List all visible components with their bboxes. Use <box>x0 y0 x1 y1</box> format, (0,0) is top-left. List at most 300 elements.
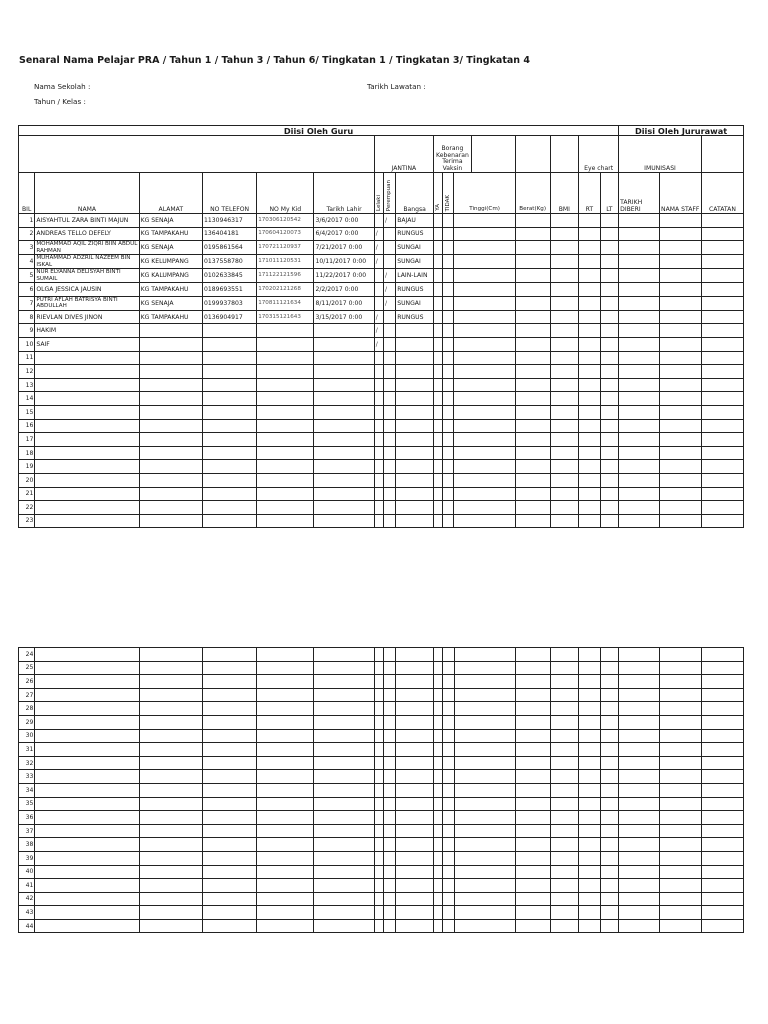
empty-cell <box>203 906 257 920</box>
ya-cell <box>434 892 443 906</box>
lt-cell <box>600 770 618 784</box>
empty-cell <box>35 838 139 852</box>
empty-cell <box>374 688 383 702</box>
student-phone <box>203 324 257 338</box>
lt-cell <box>600 702 618 716</box>
rt-cell <box>579 487 600 501</box>
empty-cell <box>257 446 314 460</box>
empty-cell <box>374 433 383 447</box>
tidak-cell <box>443 756 454 770</box>
berat-cell <box>515 324 550 338</box>
bmi-cell <box>550 269 579 283</box>
berat-cell <box>515 838 550 852</box>
row-number: 16 <box>19 419 35 433</box>
empty-cell <box>384 783 396 797</box>
student-phone <box>203 337 257 351</box>
tidak-cell <box>443 433 454 447</box>
bmi-cell <box>550 851 579 865</box>
empty-cell <box>384 688 396 702</box>
tinggi-cell <box>454 675 515 689</box>
nama-staff-cell <box>660 919 702 933</box>
ya-cell <box>434 405 443 419</box>
empty-cell <box>35 351 139 365</box>
tarikh-diberi-cell <box>619 269 660 283</box>
empty-cell <box>396 892 434 906</box>
lt-cell <box>600 688 618 702</box>
empty-cell <box>374 365 383 379</box>
empty-cell <box>139 824 202 838</box>
empty-cell <box>203 824 257 838</box>
berat-cell <box>515 743 550 757</box>
empty-cell <box>257 702 314 716</box>
tarikh-diberi-cell <box>619 702 660 716</box>
empty-cell <box>396 702 434 716</box>
tarikh-diberi-cell <box>619 433 660 447</box>
empty-cell <box>314 661 374 675</box>
row-number: 10 <box>19 337 35 351</box>
rt-cell <box>579 378 600 392</box>
table-row <box>19 715 744 729</box>
lt-cell <box>600 675 618 689</box>
empty-cell <box>374 648 383 662</box>
tarikh-diberi-cell <box>619 255 660 269</box>
ya-cell <box>434 378 443 392</box>
empty-cell <box>383 460 395 474</box>
nama-staff-cell <box>660 811 702 825</box>
nama-staff-cell <box>660 419 702 433</box>
catatan-cell <box>701 351 743 365</box>
nama-staff-cell <box>660 241 702 255</box>
row-number: 27 <box>19 688 35 702</box>
catatan-cell <box>701 729 743 743</box>
empty-cell <box>139 743 202 757</box>
tarikh-diberi-cell <box>619 392 660 406</box>
row-number: 28 <box>19 702 35 716</box>
nama-staff-cell <box>660 501 702 515</box>
lelaki-mark: / <box>374 255 383 269</box>
tinggi-cell <box>454 648 515 662</box>
tinggi-cell <box>454 296 515 310</box>
empty-cell <box>374 919 383 933</box>
tarikh-diberi-cell <box>619 797 660 811</box>
nama-staff-cell <box>660 702 702 716</box>
catatan-cell <box>701 770 743 784</box>
student-dob: 2/2/2017 0:00 <box>314 283 374 297</box>
empty-cell <box>139 675 202 689</box>
student-race: LAIN-LAIN <box>396 269 434 283</box>
row-number: 18 <box>19 446 35 460</box>
perempuan-mark <box>383 324 395 338</box>
perempuan-mark <box>383 337 395 351</box>
empty-cell <box>35 688 139 702</box>
rt-cell <box>579 879 600 893</box>
nama-staff-cell <box>660 865 702 879</box>
empty-cell <box>139 365 202 379</box>
empty-cell <box>139 648 202 662</box>
bmi-cell <box>550 214 579 228</box>
tarikh-diberi-cell <box>619 661 660 675</box>
student-mykid <box>257 337 314 351</box>
catatan-cell <box>701 392 743 406</box>
nama-staff-cell <box>660 648 702 662</box>
tarikh-diberi-cell <box>619 501 660 515</box>
catatan-cell <box>701 756 743 770</box>
tidak-cell <box>443 501 454 515</box>
bmi-cell <box>550 446 579 460</box>
catatan-cell <box>701 797 743 811</box>
empty-cell <box>139 906 202 920</box>
student-phone: 0137558780 <box>203 255 257 269</box>
tinggi-cell <box>454 324 515 338</box>
tinggi-header: Tinggi(Cm) <box>454 173 515 214</box>
tarikh-diberi-cell <box>619 729 660 743</box>
table-row <box>19 433 744 447</box>
nama-header: NAMA <box>35 173 139 214</box>
tinggi-cell <box>454 405 515 419</box>
bmi-cell <box>550 501 579 515</box>
table-row <box>19 351 744 365</box>
tinggi-cell <box>454 811 515 825</box>
rt-cell <box>579 419 600 433</box>
empty-cell <box>396 473 434 487</box>
catatan-cell <box>701 433 743 447</box>
tidak-cell <box>443 514 454 528</box>
rt-cell <box>579 865 600 879</box>
empty-cell <box>374 865 383 879</box>
empty-cell <box>203 715 257 729</box>
empty-cell <box>257 892 314 906</box>
bmi-cell <box>550 392 579 406</box>
lt-cell <box>600 514 619 528</box>
bmi-cell <box>550 227 579 241</box>
tarikh-diberi-cell <box>619 879 660 893</box>
lt-cell <box>600 214 619 228</box>
rt-cell <box>579 501 600 515</box>
tidak-cell <box>443 487 454 501</box>
empty-cell <box>374 675 383 689</box>
rt-cell <box>579 715 600 729</box>
tidak-cell <box>443 648 454 662</box>
nama-staff-cell <box>660 824 702 838</box>
student-mykid <box>257 324 314 338</box>
berat-cell <box>515 501 550 515</box>
empty-cell <box>374 743 383 757</box>
empty-cell <box>314 460 374 474</box>
student-race: SUNGAI <box>396 296 434 310</box>
berat-cell <box>515 241 550 255</box>
perempuan-mark <box>383 255 395 269</box>
student-phone: 0199937803 <box>203 296 257 310</box>
lt-cell <box>600 661 618 675</box>
empty-cell <box>384 879 396 893</box>
empty-cell <box>384 661 396 675</box>
bmi-cell <box>550 337 579 351</box>
empty-cell <box>257 365 314 379</box>
bmi-cell <box>550 460 579 474</box>
nama-staff-cell <box>660 269 702 283</box>
lelaki-mark <box>374 283 383 297</box>
empty-cell <box>383 473 395 487</box>
tidak-cell <box>443 255 454 269</box>
empty-cell <box>203 487 257 501</box>
lt-cell <box>600 892 618 906</box>
table-row <box>19 419 744 433</box>
tarikh-diberi-cell <box>619 851 660 865</box>
empty-cell <box>384 797 396 811</box>
table-row <box>19 269 744 283</box>
empty-cell <box>35 392 139 406</box>
lt-cell <box>600 241 619 255</box>
nama-staff-cell <box>660 324 702 338</box>
table-row <box>19 337 744 351</box>
empty-cell <box>203 811 257 825</box>
ya-cell <box>434 675 443 689</box>
student-address <box>139 324 202 338</box>
tidak-cell <box>443 851 454 865</box>
student-dob: 10/11/2017 0:00 <box>314 255 374 269</box>
empty-cell <box>139 811 202 825</box>
empty-cell <box>374 501 383 515</box>
bmi-header: BMI <box>550 173 579 214</box>
nama-staff-cell <box>660 378 702 392</box>
tidak-cell <box>443 392 454 406</box>
empty-cell <box>383 351 395 365</box>
student-table-continued <box>18 647 744 933</box>
empty-cell <box>257 392 314 406</box>
ya-cell <box>434 824 443 838</box>
empty-cell <box>374 797 383 811</box>
perempuan-mark <box>383 310 395 324</box>
empty-cell <box>314 865 374 879</box>
table-row <box>19 460 744 474</box>
tidak-cell <box>443 770 454 784</box>
bmi-cell <box>550 783 579 797</box>
empty-cell <box>396 811 434 825</box>
lt-cell <box>600 378 619 392</box>
bmi-cell <box>550 648 579 662</box>
empty-cell <box>396 838 434 852</box>
empty-cell <box>314 405 374 419</box>
rt-cell <box>579 783 600 797</box>
table-row <box>19 702 744 716</box>
row-number: 15 <box>19 405 35 419</box>
nama-staff-cell <box>660 392 702 406</box>
catatan-cell <box>701 501 743 515</box>
empty-cell <box>203 446 257 460</box>
row-number: 13 <box>19 378 35 392</box>
ya-cell <box>434 351 443 365</box>
tarikh-diberi-cell <box>619 487 660 501</box>
lt-cell <box>600 365 619 379</box>
tidak-cell <box>443 838 454 852</box>
empty-cell <box>203 392 257 406</box>
bmi-cell <box>550 296 579 310</box>
empty-cell <box>35 865 139 879</box>
empty-cell <box>314 392 374 406</box>
catatan-cell <box>701 324 743 338</box>
student-race: RUNGUS <box>396 310 434 324</box>
empty-cell <box>314 501 374 515</box>
empty-cell <box>139 783 202 797</box>
berat-cell <box>515 783 550 797</box>
nama-staff-cell <box>660 296 702 310</box>
empty-cell <box>383 378 395 392</box>
berat-cell <box>515 661 550 675</box>
empty-cell <box>203 473 257 487</box>
berat-cell <box>515 879 550 893</box>
table-row <box>19 729 744 743</box>
row-number: 4 <box>19 255 35 269</box>
row-number: 22 <box>19 501 35 515</box>
tarikh-diberi-cell <box>619 919 660 933</box>
lelaki-mark: / <box>374 310 383 324</box>
tidak-cell <box>443 811 454 825</box>
rt-header: RT <box>579 173 600 214</box>
table-row <box>19 514 744 528</box>
empty-cell <box>374 906 383 920</box>
empty-cell <box>203 770 257 784</box>
tinggi-cell <box>454 919 515 933</box>
empty-cell <box>257 838 314 852</box>
student-race: BAJAU <box>396 214 434 228</box>
lt-cell <box>600 729 618 743</box>
empty-cell <box>257 661 314 675</box>
bmi-cell <box>550 770 579 784</box>
table-row <box>19 838 744 852</box>
perempuan-mark: / <box>383 283 395 297</box>
row-number: 11 <box>19 351 35 365</box>
table-row <box>19 892 744 906</box>
empty-cell <box>203 797 257 811</box>
empty-cell <box>203 879 257 893</box>
rt-cell <box>579 851 600 865</box>
rt-cell <box>579 214 600 228</box>
empty-cell <box>396 851 434 865</box>
tarikh-diberi-cell <box>619 743 660 757</box>
student-address: KG KALUMPANG <box>139 269 202 283</box>
empty-cell <box>257 865 314 879</box>
tarikh-diberi-cell <box>619 675 660 689</box>
nama-staff-cell <box>660 351 702 365</box>
empty-cell <box>396 392 434 406</box>
empty-cell <box>384 811 396 825</box>
bmi-cell <box>550 365 579 379</box>
empty-cell <box>374 392 383 406</box>
empty-cell <box>257 783 314 797</box>
catatan-cell <box>701 365 743 379</box>
bmi-cell <box>550 351 579 365</box>
catatan-cell <box>701 824 743 838</box>
row-number: 39 <box>19 851 35 865</box>
empty-cell <box>35 433 139 447</box>
empty-cell <box>384 838 396 852</box>
empty-cell <box>35 446 139 460</box>
nama-staff-cell <box>660 906 702 920</box>
student-phone: 0102633845 <box>203 269 257 283</box>
catatan-cell <box>701 214 743 228</box>
empty-cell <box>396 419 434 433</box>
tarikh-diberi-cell <box>619 865 660 879</box>
tarikh-diberi-cell <box>619 824 660 838</box>
ya-cell <box>434 770 443 784</box>
lt-cell <box>600 296 619 310</box>
berat-cell <box>515 919 550 933</box>
nama-staff-cell <box>660 851 702 865</box>
imunisasi-header: IMUNISASI <box>619 136 702 173</box>
empty-cell <box>203 729 257 743</box>
row-number: 26 <box>19 675 35 689</box>
tinggi-cell <box>454 392 515 406</box>
berat-cell <box>515 675 550 689</box>
empty-cell <box>374 715 383 729</box>
nama-staff-cell <box>660 661 702 675</box>
lt-cell <box>600 269 619 283</box>
empty-cell <box>314 919 374 933</box>
empty-cell <box>35 797 139 811</box>
rt-cell <box>579 255 600 269</box>
empty-cell <box>396 797 434 811</box>
nama-staff-cell <box>660 729 702 743</box>
empty-cell <box>374 473 383 487</box>
catatan-cell <box>701 688 743 702</box>
table-row <box>19 378 744 392</box>
nama-staff-header: NAMA STAFF <box>660 173 702 214</box>
bmi-cell <box>550 688 579 702</box>
ya-cell <box>434 255 443 269</box>
berat-cell <box>515 378 550 392</box>
bmi-cell <box>550 433 579 447</box>
empty-cell <box>396 378 434 392</box>
ya-cell <box>434 269 443 283</box>
lt-cell <box>600 473 619 487</box>
berat-cell <box>515 797 550 811</box>
empty-cell <box>396 743 434 757</box>
tinggi-cell <box>454 838 515 852</box>
rt-cell <box>579 797 600 811</box>
student-name: PUTRI AFLAH BATRISYA BINTI ABDULLAH <box>35 296 139 310</box>
empty-cell <box>374 783 383 797</box>
perempuan-mark <box>383 241 395 255</box>
empty-cell <box>383 365 395 379</box>
table-row <box>19 310 744 324</box>
lt-cell <box>600 919 618 933</box>
student-address <box>139 337 202 351</box>
empty-cell <box>396 729 434 743</box>
rt-cell <box>579 269 600 283</box>
tarikh-diberi-cell <box>619 324 660 338</box>
catatan-cell <box>701 919 743 933</box>
bmi-cell <box>550 241 579 255</box>
rt-cell <box>579 675 600 689</box>
student-table <box>18 125 744 528</box>
bmi-cell <box>550 906 579 920</box>
tarikh-diberi-cell <box>619 715 660 729</box>
empty-cell <box>314 729 374 743</box>
lelaki-mark: / <box>374 241 383 255</box>
table-row <box>19 446 744 460</box>
empty-cell <box>35 879 139 893</box>
empty-cell <box>257 729 314 743</box>
student-name: SAIF <box>35 337 139 351</box>
empty-cell <box>374 824 383 838</box>
empty-cell <box>396 688 434 702</box>
empty-cell <box>257 648 314 662</box>
bmi-cell <box>550 715 579 729</box>
lt-cell <box>600 879 618 893</box>
empty-cell <box>374 892 383 906</box>
tinggi-cell <box>454 473 515 487</box>
tarikh-diberi-cell <box>619 838 660 852</box>
